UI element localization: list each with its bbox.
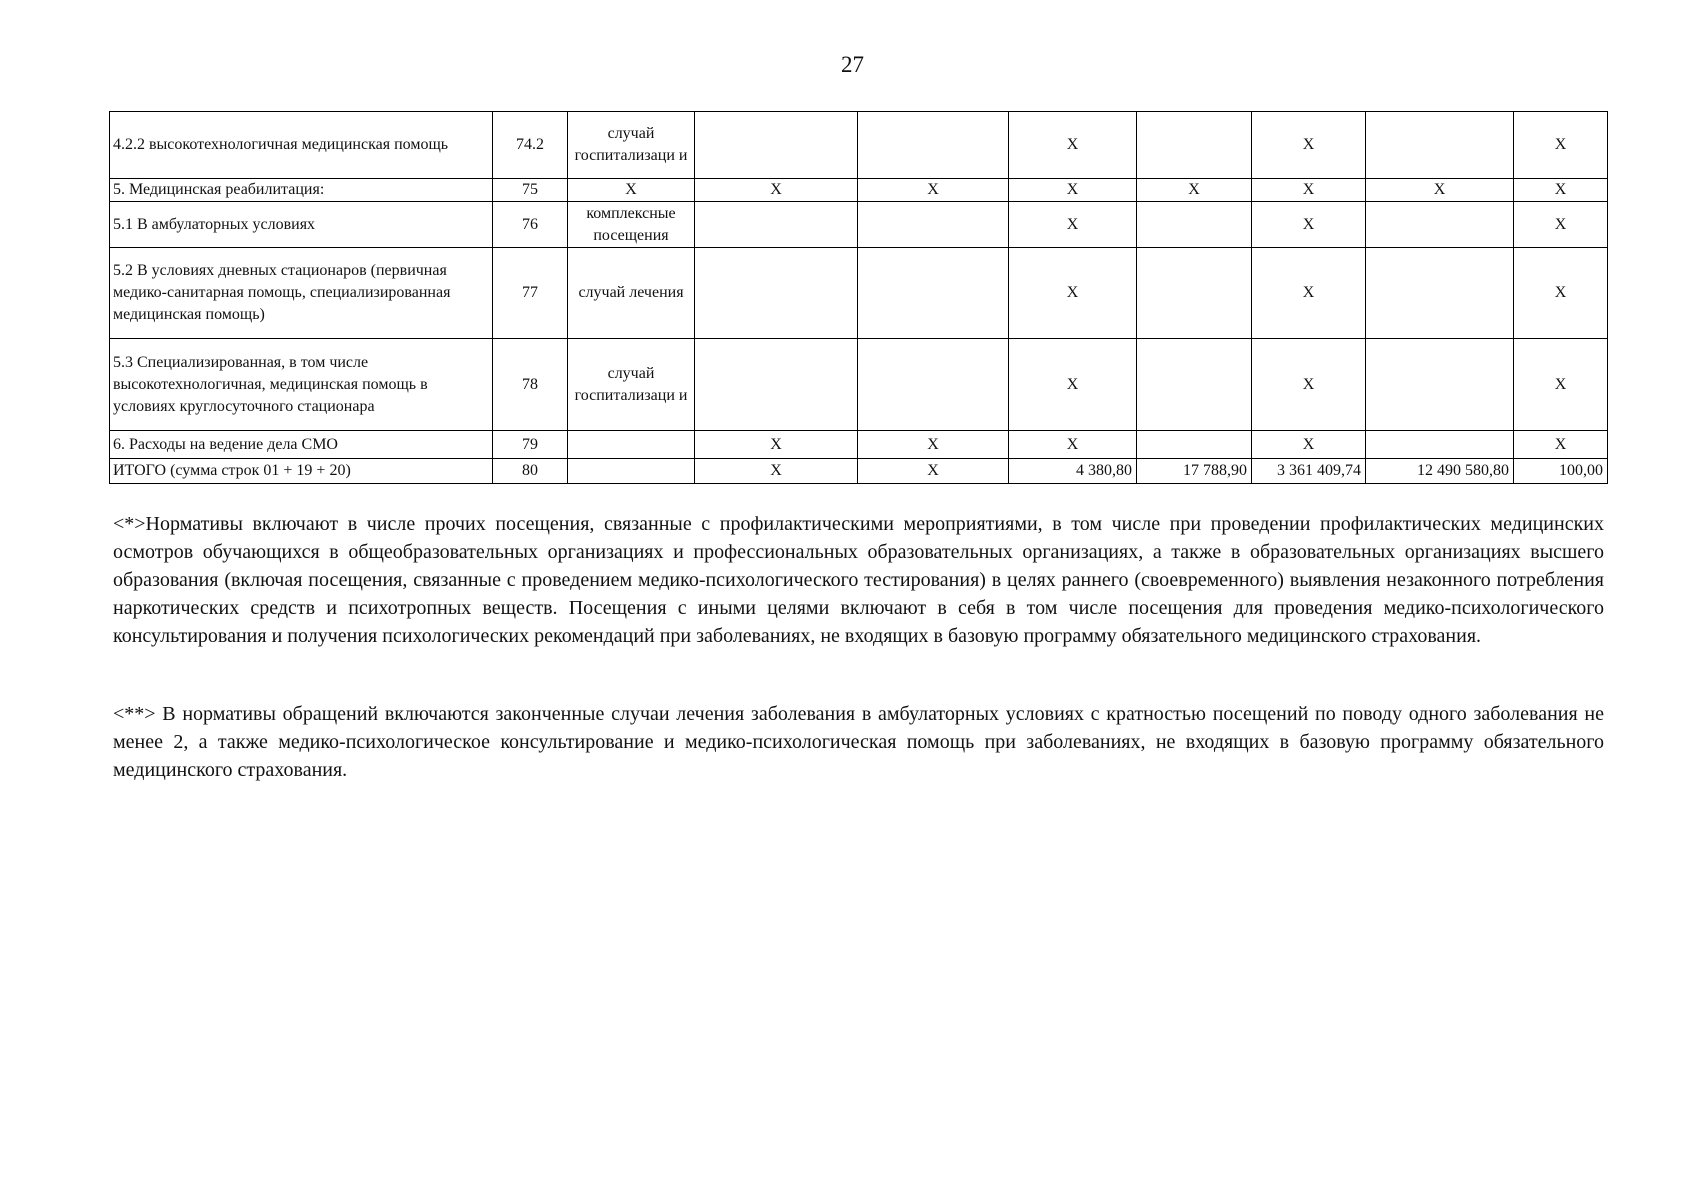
table-cell: X — [695, 179, 858, 202]
table-cell — [858, 339, 1009, 431]
table-cell — [1366, 248, 1514, 339]
table-cell — [1366, 339, 1514, 431]
row-unit — [568, 459, 695, 484]
table-cell: X — [1252, 339, 1366, 431]
table-row — [110, 339, 1608, 431]
table-cell: 100,00 — [1514, 459, 1608, 484]
table-cell: X — [1514, 339, 1608, 431]
table-cell: X — [1514, 179, 1608, 202]
table-row — [110, 202, 1608, 248]
footnote-text: <**> В нормативы обращений включаются законченные случаи лечения заболевания в амбулаторных условиях с кратностью посещений по поводу одного заболевания не менее 2, а также медико-психологическое консультирование и медико-психологическая помощь при заболеваниях, не входящих в базовую программу обязательного медицинского страхования. — [113, 703, 1604, 781]
table-cell: X — [858, 431, 1009, 459]
row-name: ИТОГО (сумма строк 01 + 19 + 20) — [110, 459, 493, 484]
table-cell: X — [1009, 112, 1137, 179]
table-cell — [1137, 431, 1252, 459]
table-cell: X — [1252, 431, 1366, 459]
table-cell: 3 361 409,74 — [1252, 459, 1366, 484]
table-cell: X — [1514, 431, 1608, 459]
row-name: 6. Расходы на ведение дела СМО — [110, 431, 493, 459]
page-number: 27 — [841, 52, 864, 77]
table-cell — [695, 339, 858, 431]
table-cell: X — [1009, 202, 1137, 248]
table-cell: X — [1514, 248, 1608, 339]
row-unit: случай госпитализаци и — [568, 339, 695, 431]
table-cell — [858, 248, 1009, 339]
table-cell: 17 788,90 — [1137, 459, 1252, 484]
row-unit: комплексные посещения — [568, 202, 695, 248]
table-cell — [1137, 339, 1252, 431]
table-cell: X — [1009, 248, 1137, 339]
footnote-appeals — [113, 700, 1604, 784]
table-cell — [1137, 112, 1252, 179]
table-cell — [858, 202, 1009, 248]
row-line-number: 80 — [493, 459, 568, 484]
table-cell — [695, 202, 858, 248]
row-name: 5. Медицинская реабилитация: — [110, 179, 493, 202]
row-unit: случай госпитализаци и — [568, 112, 695, 179]
row-unit: X — [568, 179, 695, 202]
row-line-number: 74.2 — [493, 112, 568, 179]
row-line-number: 76 — [493, 202, 568, 248]
table-row — [110, 179, 1608, 202]
table-row-total — [110, 459, 1608, 484]
table-cell: X — [1366, 179, 1514, 202]
row-line-number: 79 — [493, 431, 568, 459]
footnote-visits — [113, 510, 1604, 650]
table-cell: X — [1514, 112, 1608, 179]
row-name: 5.3 Специализированная, в том числе высокотехнологичная, медицинская помощь в условиях круглосуточного стационара — [110, 339, 493, 431]
table-cell — [695, 112, 858, 179]
table-cell: X — [1009, 179, 1137, 202]
row-unit — [568, 431, 695, 459]
row-unit: случай лечения — [568, 248, 695, 339]
table-cell: X — [695, 459, 858, 484]
table-cell — [1137, 248, 1252, 339]
row-name: 5.2 В условиях дневных стационаров (первичная медико-санитарная помощь, специализированная медицинская помощь) — [110, 248, 493, 339]
table-cell — [858, 112, 1009, 179]
table-cell: X — [1137, 179, 1252, 202]
row-line-number: 77 — [493, 248, 568, 339]
table-cell: X — [1009, 339, 1137, 431]
row-name: 5.1 В амбулаторных условиях — [110, 202, 493, 248]
table-cell: X — [1252, 179, 1366, 202]
table-cell: 12 490 580,80 — [1366, 459, 1514, 484]
data-table — [109, 111, 1608, 484]
table-row — [110, 112, 1608, 179]
table-cell — [695, 248, 858, 339]
table-cell: X — [1514, 202, 1608, 248]
table-cell: X — [858, 179, 1009, 202]
table-cell: X — [1009, 431, 1137, 459]
table-cell: X — [1252, 112, 1366, 179]
footnote-text: <*>Нормативы включают в числе прочих посещения, связанные с профилактическими мероприятиями, в том числе при проведении профилактических медицинских осмотров обучающихся в общеобразовательных организациях и профессиональных образовательных организациях, а также в образовательных организациях высшего образования (включая посещения, связанные с проведением медико-психологического тестирования) в целях раннего (своевременного) выявления незаконного потребления наркотических средств и психотропных веществ. Посещения с иными целями включают в себя в том числе посещения для проведения медико-психологического консультирования и получения психологических рекомендаций при заболеваниях, не входящих в базовую программу обязательного медицинского страхования. — [113, 513, 1604, 647]
table-cell — [1366, 431, 1514, 459]
table-row — [110, 431, 1608, 459]
table-cell — [1366, 112, 1514, 179]
row-name: 4.2.2 высокотехнологичная медицинская помощь — [110, 112, 493, 179]
table-cell: X — [1252, 248, 1366, 339]
table-cell: X — [858, 459, 1009, 484]
table-cell: 4 380,80 — [1009, 459, 1137, 484]
table-cell — [1366, 202, 1514, 248]
row-line-number: 78 — [493, 339, 568, 431]
row-line-number: 75 — [493, 179, 568, 202]
table-cell: X — [1252, 202, 1366, 248]
table-cell — [1137, 202, 1252, 248]
table-cell: X — [695, 431, 858, 459]
table-row — [110, 248, 1608, 339]
